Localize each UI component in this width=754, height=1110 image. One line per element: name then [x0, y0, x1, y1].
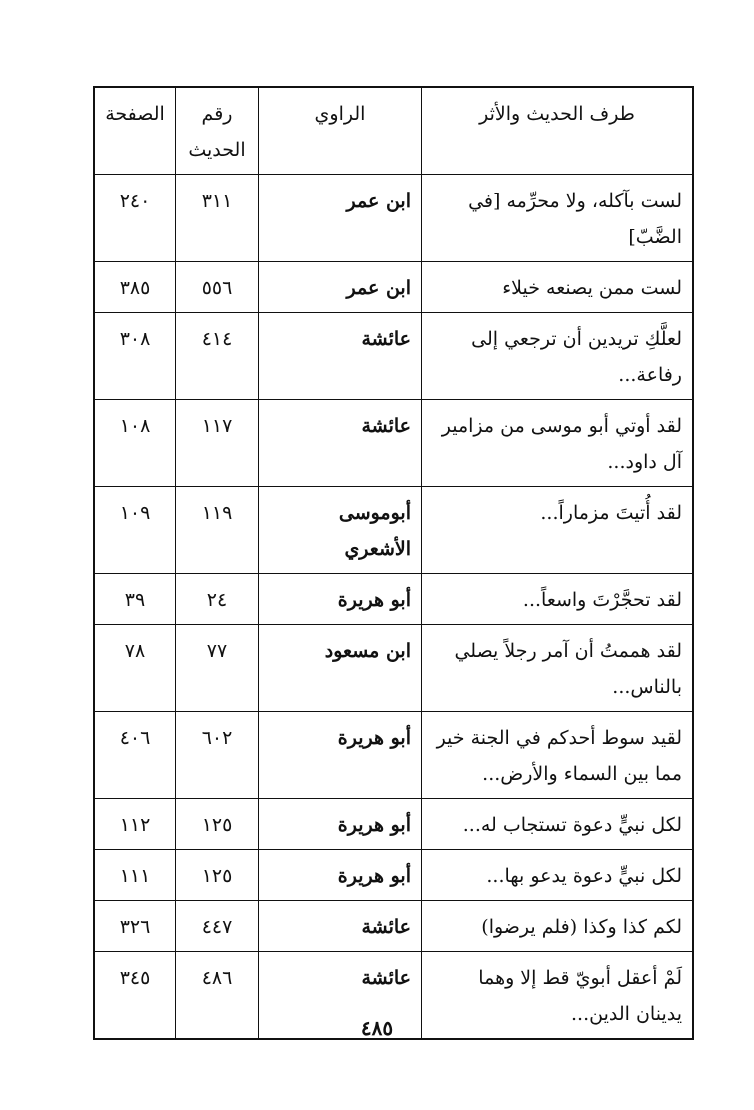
- table-header-row: [94, 87, 693, 175]
- table-row: [94, 313, 693, 400]
- cell-narrator: أبو هريرة: [259, 712, 422, 799]
- cell-page: ٣٩: [94, 574, 176, 625]
- cell-page: ٣٤٥: [94, 952, 176, 1040]
- cell-hadith-text: لكم كذا وكذا (فلم يرضوا): [422, 901, 694, 952]
- cell-narrator: عائشة: [259, 952, 422, 1040]
- cell-narrator: عائشة: [259, 313, 422, 400]
- cell-page: ٧٨: [94, 625, 176, 712]
- cell-narrator: أبو هريرة: [259, 574, 422, 625]
- cell-hadith-number: ٤٤٧: [176, 901, 259, 952]
- cell-hadith-number: ١١٩: [176, 487, 259, 574]
- cell-hadith-number: ٤٨٦: [176, 952, 259, 1040]
- header-narrator: الراوي: [259, 87, 422, 175]
- cell-page: ١٠٨: [94, 400, 176, 487]
- cell-narrator: ابن عمر: [259, 175, 422, 262]
- header-page: الصفحة: [94, 87, 176, 175]
- cell-hadith-text: لكل نبيٍّ دعوة تستجاب له...: [422, 799, 694, 850]
- cell-hadith-number: ١٢٥: [176, 799, 259, 850]
- cell-narrator: عائشة: [259, 901, 422, 952]
- cell-hadith-number: ٤١٤: [176, 313, 259, 400]
- cell-page: ٣٢٦: [94, 901, 176, 952]
- table-row: [94, 850, 693, 901]
- header-hadith-text: طرف الحديث والأثر: [422, 87, 694, 175]
- cell-hadith-number: ٧٧: [176, 625, 259, 712]
- cell-hadith-number: ٥٥٦: [176, 262, 259, 313]
- cell-hadith-text: لقد هممتُ أن آمر رجلاً يصلي بالناس...: [422, 625, 694, 712]
- cell-hadith-text: لقيد سوط أحدكم في الجنة خير مما بين السماء والأرض...: [422, 712, 694, 799]
- table-row: [94, 712, 693, 799]
- table-row: [94, 175, 693, 262]
- cell-hadith-text: لَمْ أعقل أبويّ قط إلا وهما يدينان الدين...: [422, 952, 694, 1040]
- cell-narrator: عائشة: [259, 400, 422, 487]
- hadith-index-table: [93, 86, 694, 1040]
- table-row: [94, 799, 693, 850]
- cell-hadith-text: لقد أُتيتَ مزماراً...: [422, 487, 694, 574]
- cell-hadith-text: لعلَّكِ تريدين أن ترجعي إلى رفاعة...: [422, 313, 694, 400]
- header-hadith-number: رقم الحديث: [176, 87, 259, 175]
- cell-hadith-text: لقد تحجَّرْتَ واسعاً...: [422, 574, 694, 625]
- cell-hadith-number: ١١٧: [176, 400, 259, 487]
- page-number: ٤٨٥: [360, 1016, 394, 1040]
- cell-page: ١١١: [94, 850, 176, 901]
- cell-hadith-text: لست بآكله، ولا محرِّمه [في الضَّبّ]: [422, 175, 694, 262]
- cell-page: ٢٤٠: [94, 175, 176, 262]
- cell-hadith-text: لست ممن يصنعه خيلاء: [422, 262, 694, 313]
- cell-hadith-number: ٦٠٢: [176, 712, 259, 799]
- table-row: [94, 400, 693, 487]
- cell-page: ٤٠٦: [94, 712, 176, 799]
- cell-narrator: أبو هريرة: [259, 850, 422, 901]
- table-row: [94, 901, 693, 952]
- cell-hadith-number: ٣١١: [176, 175, 259, 262]
- cell-narrator: أبوموسى الأشعري: [259, 487, 422, 574]
- cell-page: ١٠٩: [94, 487, 176, 574]
- table-row: [94, 625, 693, 712]
- cell-hadith-number: ٢٤: [176, 574, 259, 625]
- cell-page: ٣٨٥: [94, 262, 176, 313]
- table-row: [94, 487, 693, 574]
- cell-narrator: ابن مسعود: [259, 625, 422, 712]
- table-row: [94, 574, 693, 625]
- cell-narrator: أبو هريرة: [259, 799, 422, 850]
- cell-page: ١١٢: [94, 799, 176, 850]
- cell-hadith-number: ١٢٥: [176, 850, 259, 901]
- cell-hadith-text: لقد أوتي أبو موسى من مزامير آل داود...: [422, 400, 694, 487]
- cell-page: ٣٠٨: [94, 313, 176, 400]
- table-row: [94, 262, 693, 313]
- cell-narrator: ابن عمر: [259, 262, 422, 313]
- cell-hadith-text: لكل نبيٍّ دعوة يدعو بها...: [422, 850, 694, 901]
